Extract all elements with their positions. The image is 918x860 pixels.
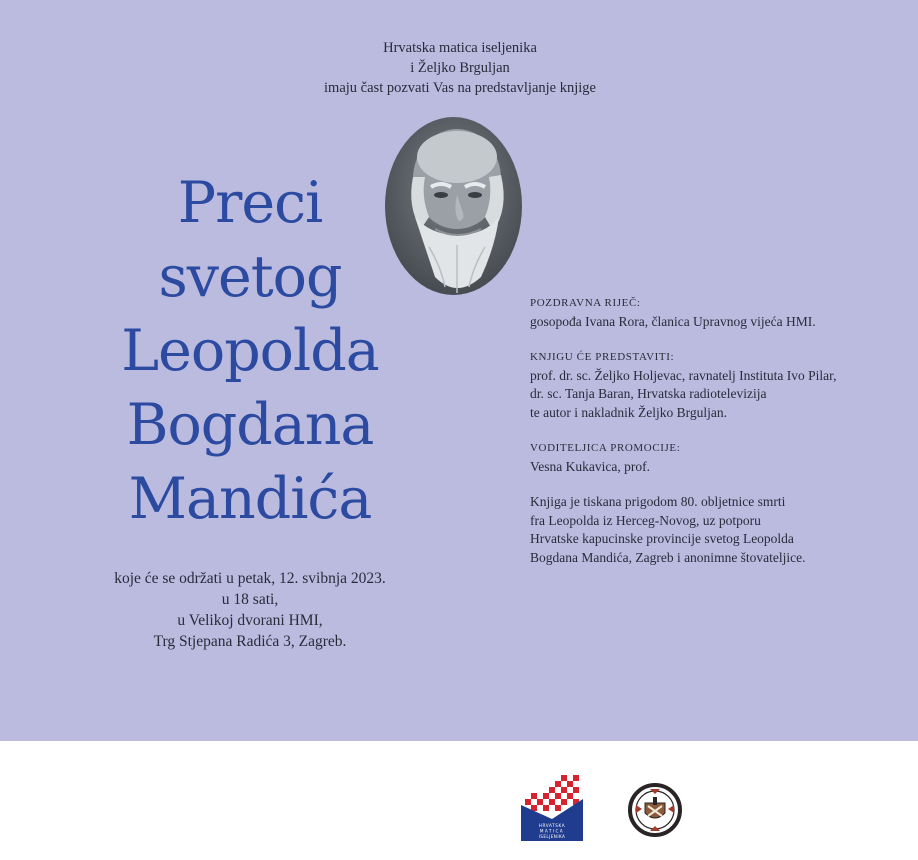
header-line: imaju čast pozvati Vas na predstavljanje knjige	[324, 80, 596, 96]
event-line: u Velikoj dvorani HMI,	[177, 612, 323, 629]
invitation-header	[230, 38, 690, 98]
welcome-line: gosopođa Ivana Rora, članica Upravnog vijeća HMI.	[530, 313, 816, 329]
host-block	[530, 439, 900, 476]
note-line: Bogdana Mandića, Zagreb i anonimne štovateljice.	[530, 549, 806, 565]
hmi-logo-text-3: ISELJENIKA	[538, 834, 566, 839]
note-line: Knjiga je tiskana prigodom 80. obljetnice smrti	[530, 494, 786, 509]
header-line: Hrvatska matica iseljenika	[383, 40, 537, 56]
host-heading: VODITELJICA PROMOCIJE:	[530, 442, 681, 454]
title-line: Preci	[177, 170, 323, 236]
presenter-line: dr. sc. Tanja Baran, Hrvatska radiotelevizija	[530, 386, 767, 401]
hrvatska-matica-iseljenika-logo	[521, 775, 583, 841]
event-details	[60, 568, 440, 652]
host-line: Vesna Kukavica, prof.	[530, 458, 650, 474]
note-line: fra Leopolda iz Herceg-Novog, uz potporu	[530, 512, 761, 528]
title-line: Bogdana	[126, 392, 374, 458]
logo-strip	[0, 741, 918, 860]
event-line: u 18 sati,	[221, 591, 279, 608]
presenters-block	[530, 348, 900, 422]
event-line: Trg Stjepana Radića 3, Zagreb.	[153, 633, 347, 650]
presenters-heading: KNJIGU ĆE PREDSTAVITI:	[530, 351, 675, 363]
book-title	[60, 166, 440, 536]
header-line: i Željko Brguljan	[410, 60, 510, 76]
welcome-block	[530, 294, 900, 331]
capuchin-province-seal	[628, 783, 682, 837]
note-block	[530, 493, 900, 567]
hmi-logo-text-1: HRVATSKA	[538, 823, 566, 828]
note-line: Hrvatske kapucinske provincije svetog Leopolda	[530, 531, 794, 546]
event-line: koje će se održati u petak, 12. svibnja 2023.	[114, 570, 386, 587]
title-line: Mandića	[128, 466, 372, 532]
presenter-line: prof. dr. sc. Željko Holjevac, ravnatelj Instituta Ivo Pilar,	[530, 367, 837, 383]
title-line: Leopolda	[121, 318, 379, 384]
welcome-heading: POZDRAVNA RIJEČ:	[530, 297, 641, 309]
hmi-logo-text-2: MATICA	[539, 828, 565, 834]
program-section	[530, 294, 900, 584]
title-line: svetog	[158, 244, 342, 310]
presenter-line: te autor i nakladnik Željko Brguljan.	[530, 404, 727, 420]
